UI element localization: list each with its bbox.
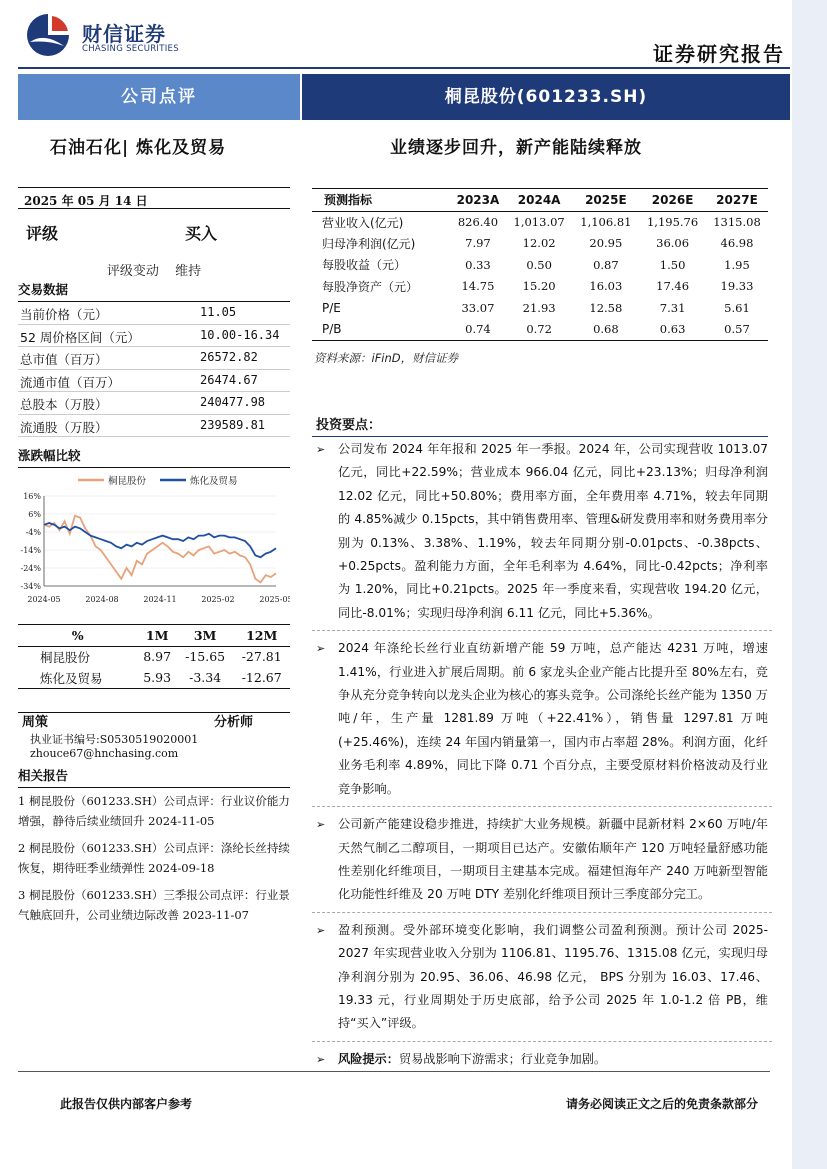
- forecast-cell: 0.50: [526, 257, 552, 272]
- y-tick-label: -14%: [20, 546, 41, 555]
- trade-row: [18, 302, 290, 325]
- performance-cell: 8.97: [143, 649, 172, 665]
- brand-name: 财信证券: [82, 22, 166, 46]
- forecast-cell: 1315.08: [713, 215, 761, 229]
- analyst-certificate: 执业证书编号:S0530519020001: [30, 733, 199, 746]
- forecast-cell: 12.58: [589, 300, 623, 315]
- performance-title: 涨跌幅比较: [18, 446, 290, 468]
- investment-points: [312, 438, 772, 1071]
- performance-table: [18, 624, 290, 689]
- forecast-cell: 0.87: [593, 257, 619, 272]
- forecast-table: [312, 188, 768, 341]
- footer-disclaimer-right: 请务必阅读正文之后的免责条款部分: [566, 1097, 759, 1111]
- analyst-email[interactable]: zhouce67@hnchasing.com: [30, 747, 179, 760]
- side-stripe: [792, 0, 827, 1169]
- forecast-cell: 0.72: [526, 322, 552, 337]
- x-tick-label: 2025-05: [259, 595, 290, 604]
- performance-header-cell: %: [18, 625, 137, 646]
- investment-title: 投资要点：: [312, 414, 768, 437]
- forecast-row: [312, 233, 768, 255]
- y-tick-label: -34%: [20, 582, 41, 591]
- performance-cell: 5.93: [143, 670, 172, 685]
- forecast-row: [312, 319, 768, 341]
- forecast-cell: 每股收益（元）: [322, 258, 407, 273]
- forecast-header-cell: 2027E: [706, 189, 768, 211]
- related-report-item[interactable]: 1 桐昆股份（601233.SH）公司点评：行业议价能力增强，静待后续业绩回升 2024-11-05: [18, 794, 290, 828]
- investment-point-text: 2024 年涤纶长丝行业直纺新增产能 59 万吨，总产能达 4231 万吨，增速 1.41%，行业进入扩展后周期。前 6 家龙头企业产能占比提升至 80%左右，竞争从充分竞争转向以龙头企业为核心的寡头竞争。公司涤纶长丝产能为 1350 万吨/年，生产量 1281.89 万吨（+22.41%），销售量 1297.81 万吨(+25.46%)，连续 24 年国内销量第一，国内市占率超 28%。利润方面，化纤业务毛利率 4.89%，同比下降 0.71 个百分点，主要受原材料价格波动及行业竞争影响。: [338, 641, 768, 796]
- company-logo: [24, 12, 184, 62]
- forecast-cell: 12.02: [522, 236, 556, 251]
- performance-chart-svg: [18, 468, 290, 608]
- report-headline: 业绩逐步回升，新产能陆续释放: [390, 138, 642, 158]
- y-tick-label: -4%: [25, 528, 41, 537]
- industry-label: 石油石化| 炼化及贸易: [50, 138, 227, 158]
- forecast-cell: 1.95: [724, 257, 750, 272]
- investment-point-text: 盈利预测。受外部环境变化影响，我们调整公司盈利预测。预计公司 2025-2027 年实现营业收入分别为 1106.81、1195.76、1315.08 亿元，实现归母净利润分别为 20.95、36.06、46.98 亿元， BPS 分别为 16.03、17.46、19.33 元，行业周期处于历史底部，给予公司 2025 年 1.0-1.2 倍 PB，维持“买入”评级。: [338, 922, 768, 1031]
- performance-cell: -12.67: [241, 670, 282, 685]
- x-tick-label: 2024-05: [27, 595, 61, 604]
- forecast-cell: 1,106.81: [580, 215, 632, 229]
- performance-table-header: [18, 625, 290, 646]
- forecast-header-cell: 2023A: [450, 189, 506, 211]
- forecast-cell: 36.06: [656, 236, 690, 251]
- trade-value: 26474.67: [200, 372, 258, 387]
- rating-value: 买入: [185, 224, 218, 243]
- point-separator: [312, 630, 772, 631]
- forecast-cell: 0.68: [593, 322, 619, 337]
- trade-value: 11.05: [200, 305, 237, 319]
- related-report-item[interactable]: 2 桐昆股份（601233.SH）公司点评：涤纶长丝持续恢复，期待旺季业绩弹性 2024-09-18: [18, 841, 290, 875]
- forecast-cell: 46.98: [720, 236, 754, 251]
- forecast-cell: 17.46: [656, 279, 690, 294]
- trade-row: [18, 325, 290, 348]
- forecast-cell: 5.61: [724, 300, 750, 315]
- y-tick-label: 16%: [23, 492, 41, 501]
- investment-point: [312, 438, 772, 625]
- forecast-cell: 0.33: [465, 257, 491, 272]
- point-separator: [312, 806, 772, 807]
- forecast-cell: 19.33: [720, 279, 754, 294]
- arrow-bullet-icon: ➢: [316, 923, 326, 937]
- point-separator: [312, 912, 772, 913]
- related-reports-list: [18, 792, 290, 933]
- investment-point-text: 公司发布 2024 年年报和 2025 年一季报。2024 年，公司实现营收 1013.07 亿元，同比+22.59%；营业成本 966.04 亿元，同比+23.13%；归母净利润 12.02 亿元，同比+50.80%；费用率方面，全年费用率 4.71%，较去年同期的 4.85%减少 0.15pcts，其中销售费用率、管理&研发费用率和财务费用率分别为 0.13%、3.38%、1.19%，较去年同期分别-0.01pcts、-0.38pcts、+0.25pcts。盈利能力方面，全年毛利率为 4.64%，同比-0.42pcts；净利率为 1.20%，同比+0.21pcts。2025 年一季度来看，实现营收 194.20 亿元，同比-8.01%；实现归母净利润 6.11 亿元，同比+5.36%。: [338, 442, 768, 620]
- x-tick-label: 2024-11: [143, 595, 177, 604]
- arrow-bullet-icon: ➢: [316, 443, 326, 456]
- performance-header-cell: 3M: [177, 625, 234, 646]
- analyst-box: [18, 712, 290, 760]
- trade-value: 26572.82: [200, 350, 258, 364]
- rating-change: [18, 260, 290, 279]
- forecast-source: 资料来源：iFinD，财信证券: [314, 351, 459, 365]
- forecast-cell: 21.93: [522, 300, 556, 315]
- trade-data-title: 交易数据: [18, 280, 290, 302]
- forecast-cell: 1,195.76: [646, 215, 699, 229]
- y-tick-label: 6%: [28, 510, 41, 519]
- x-tick-label: 2024-08: [85, 595, 119, 604]
- trade-value: 239589.81: [200, 417, 266, 432]
- related-report-item[interactable]: 3 桐昆股份（601233.SH）三季报公司点评：行业景气触底回升，公司业绩边际改善 2023-11-07: [18, 888, 290, 922]
- performance-header-cell: 1M: [137, 625, 176, 646]
- trade-data-list: [18, 302, 290, 437]
- performance-cell: -3.34: [189, 670, 222, 685]
- rating-change-label: 评级变动: [106, 264, 159, 279]
- forecast-row: [312, 297, 768, 319]
- trade-key: 总市值（百万）: [20, 352, 108, 367]
- forecast-cell: 14.75: [461, 279, 495, 294]
- series-line-0: [44, 516, 276, 583]
- arrow-bullet-icon: ➢: [316, 642, 326, 656]
- trade-row: [18, 370, 290, 393]
- trade-key: 流通市值（百万）: [20, 374, 121, 390]
- trade-key: 流通股（万股）: [20, 419, 108, 435]
- forecast-cell: 0.74: [465, 322, 491, 337]
- forecast-cell: 归母净利润(亿元): [322, 236, 416, 251]
- stock-band: 桐昆股份(601233.SH): [302, 74, 790, 120]
- forecast-cell: 16.03: [589, 279, 623, 294]
- trade-key: 52 周价格区间（元）: [20, 329, 140, 345]
- arrow-bullet-icon: ➢: [316, 1052, 326, 1066]
- forecast-header-cell: 预测指标: [312, 189, 450, 211]
- forecast-cell: 15.20: [522, 279, 556, 294]
- trade-value: 10.00-16.34: [200, 327, 280, 342]
- investment-point-text: 公司新产能建设稳步推进，持续扩大业务规模。新疆中昆新材料 2×60 万吨/年天然气制乙二醇项目，一期项目已达产。安徽佑顺年产 120 万吨轻量舒感功能性差别化纤维项目，一期项目主建基本完成。福建恒海年产 240 万吨新型智能化功能性纤维及 20 万吨 DTY 差别化纤维项目预计三季度部分完工。: [338, 817, 768, 902]
- forecast-cell: 33.07: [461, 300, 495, 315]
- report-date: 2025 年 05 月 14 日: [18, 187, 290, 209]
- point-separator: [312, 1041, 772, 1042]
- forecast-cell: 营业收入(亿元): [322, 215, 404, 230]
- legend-label: 炼化及贸易: [190, 476, 238, 487]
- logo-emblem-icon: [24, 12, 72, 58]
- performance-header-cell: 12M: [233, 625, 290, 646]
- trade-row: [18, 392, 290, 415]
- trade-row: [18, 347, 290, 370]
- rating-row: [18, 221, 290, 249]
- investment-point: [312, 919, 772, 1036]
- related-reports-title: 相关报告: [18, 766, 290, 788]
- x-tick-label: 2025-02: [201, 595, 235, 604]
- performance-row: [18, 667, 290, 688]
- performance-row: [18, 646, 290, 667]
- risk-label: 风险提示：: [338, 1051, 399, 1066]
- series-line-1: [44, 523, 276, 557]
- forecast-header-cell: 2026E: [639, 189, 706, 211]
- forecast-cell: 7.97: [465, 236, 491, 251]
- forecast-cell: 每股净资产（元）: [322, 279, 419, 294]
- brand-name-en: CHASING SECURITIES: [82, 44, 179, 54]
- trade-row: [18, 415, 290, 438]
- arrow-bullet-icon: ➢: [316, 818, 326, 832]
- performance-chart: [18, 468, 290, 608]
- forecast-cell: 1.50: [659, 257, 686, 272]
- risk-warning: [312, 1048, 772, 1071]
- header-divider: [18, 67, 790, 69]
- forecast-cell: P/B: [322, 322, 342, 337]
- performance-cell: 炼化及贸易: [40, 670, 103, 686]
- rating-label: 评级: [26, 224, 59, 243]
- forecast-row: [312, 254, 768, 276]
- forecast-cell: 1,013.07: [513, 215, 565, 229]
- investment-point: [312, 637, 772, 801]
- footer-divider: [18, 1071, 770, 1072]
- forecast-table-header: [312, 189, 768, 211]
- report-type: 证券研究报告: [653, 42, 785, 66]
- forecast-header-cell: 2025E: [573, 189, 640, 211]
- forecast-cell: 0.63: [659, 322, 686, 337]
- trade-value: 240477.98: [200, 395, 266, 409]
- trade-key: 当前价格（元）: [20, 307, 108, 322]
- category-band: 公司点评: [18, 74, 300, 120]
- forecast-cell: 20.95: [589, 236, 623, 251]
- performance-cell: 桐昆股份: [40, 649, 91, 665]
- y-tick-label: -24%: [20, 564, 41, 573]
- investment-point: [312, 813, 772, 907]
- analyst-name: 周策: [22, 715, 49, 730]
- legend-label: 桐昆股份: [108, 476, 147, 487]
- analyst-label: 分析师: [214, 715, 254, 730]
- risk-text: 贸易战影响下游需求；行业竞争加剧。: [398, 1051, 607, 1066]
- forecast-cell: 7.31: [659, 300, 686, 315]
- forecast-cell: 0.57: [724, 322, 750, 337]
- rating-change-value: 维持: [175, 264, 202, 279]
- footer-disclaimer-left: 此报告仅供内部客户参考: [60, 1097, 193, 1111]
- trade-key: 总股本（万股）: [20, 397, 108, 412]
- performance-cell: -27.81: [241, 649, 282, 665]
- forecast-row: [312, 211, 768, 233]
- forecast-row: [312, 276, 768, 298]
- forecast-cell: P/E: [322, 300, 341, 315]
- performance-cell: -15.65: [185, 649, 226, 665]
- forecast-header-cell: 2024A: [506, 189, 573, 211]
- forecast-cell: 826.40: [457, 215, 499, 229]
